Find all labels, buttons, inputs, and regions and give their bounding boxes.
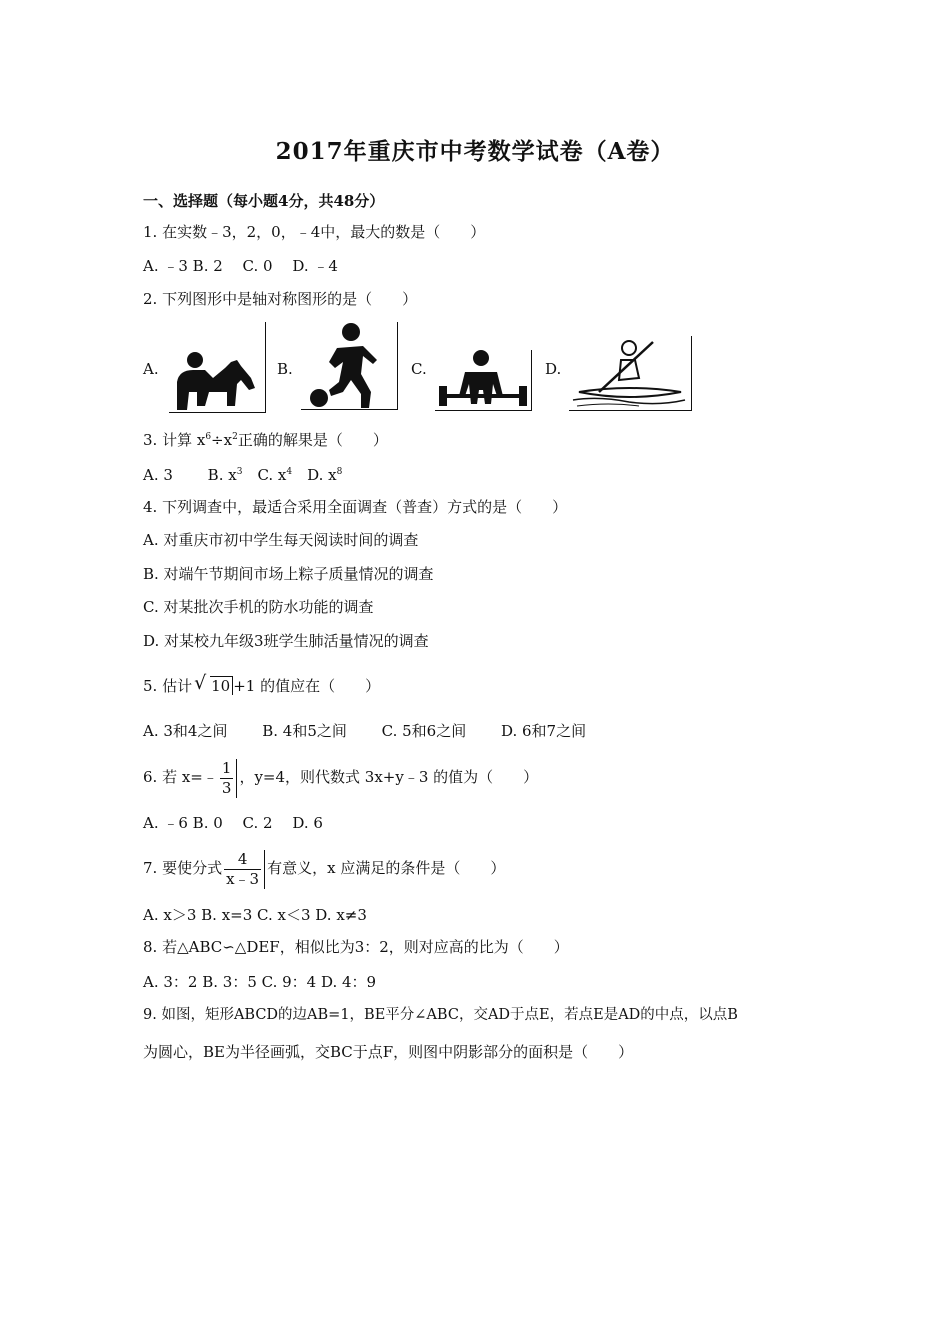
figure-c-label: C. [411, 360, 427, 378]
radicand: 10 [210, 676, 233, 695]
fraction [224, 850, 265, 889]
question-7-stem [143, 848, 505, 889]
question-1-stem: 1. 在实数﹣3，2，0，﹣4中，最大的数是（ ） [143, 223, 486, 241]
exponent: 6 [205, 432, 212, 442]
question-4-option-c: C. 对某批次手机的防水功能的调查 [143, 598, 374, 616]
question-4-option-b: B. 对端午节期间市场上粽子质量情况的调查 [143, 565, 434, 583]
exponent: 4 [286, 467, 293, 477]
question-3-stem [143, 430, 388, 450]
question-6-options: A. ﹣6 B. 0 C. 2 D. 6 [143, 814, 323, 832]
horse-rider-icon [169, 322, 266, 413]
figure-a-label: A. [143, 360, 159, 378]
option-a-b: A. 3 B. x [143, 466, 237, 484]
question-5-options: A. 3和4之间 B. 4和5之间 C. 5和6之间 D. 6和7之间 [143, 722, 587, 740]
question-3-stem-pre: 3. 计算 x [143, 431, 206, 449]
question-9-line-2: 为圆心，BE为半径画弧，交BC于点F，则图中阴影部分的面积是（ ） [143, 1043, 634, 1061]
question-7-stem-post: 有意义，x 应满足的条件是（ ） [267, 859, 506, 877]
question-1-options: A. ﹣3 B. 2 C. 0 D. ﹣4 [143, 257, 338, 275]
page-title: 2017年重庆市中考数学试卷（A卷） [275, 138, 675, 165]
question-3-options [143, 465, 342, 485]
kayaker-icon [569, 336, 692, 411]
question-3-stem-post: 正确的解果是（ ） [237, 431, 388, 449]
question-9-line-1: 9. 如图，矩形ABCD的边AB=1，BE平分∠ABC，交AD于点E，若点E是AD的中点，以点B [143, 1007, 738, 1023]
question-3-division: ÷x [211, 431, 233, 449]
question-4-stem: 4. 下列调查中，最适合采用全面调查（普查）方式的是（ ） [143, 498, 568, 516]
question-5-stem-post: +1 的值应在（ ） [233, 677, 381, 695]
question-8-stem: 8. 若△ABC∽△DEF，相似比为3：2，则对应高的比为（ ） [143, 938, 569, 956]
figure-b-label: B. [277, 360, 293, 378]
fraction [220, 759, 238, 798]
exponent: 3 [236, 467, 243, 477]
square-root [194, 672, 233, 696]
question-4-option-a: A. 对重庆市初中学生每天阅读时间的调查 [143, 531, 419, 549]
denominator: x﹣3 [226, 869, 260, 888]
question-7-stem-pre: 7. 要使分式 [143, 859, 223, 877]
section-heading: 一、选择题（每小题4分，共48分） [143, 192, 385, 210]
option-c: C. x [242, 466, 287, 484]
weightlifter-icon [435, 350, 532, 411]
exponent: 8 [336, 467, 343, 477]
numerator: 1 [221, 758, 232, 777]
question-2-stem: 2. 下列图形中是轴对称图形的是（ ） [143, 290, 418, 308]
question-7-options: A. x＞3 B. x=3 C. x＜3 D. x≠3 [143, 906, 367, 924]
radical-sign: √ [194, 672, 207, 694]
option-d: D. x [292, 466, 337, 484]
question-2-figures [143, 322, 703, 414]
question-6-stem-pre: 6. 若 x=﹣ [143, 768, 218, 786]
soccer-player-icon [301, 322, 398, 410]
question-5-stem-pre: 5. 估计 [143, 677, 193, 695]
denominator: 3 [221, 778, 232, 797]
question-5-stem [143, 672, 381, 696]
numerator: 4 [224, 850, 261, 870]
exponent: 2 [232, 432, 238, 442]
question-6-stem-post: ，y=4，则代数式 3x+y﹣3 的值为（ ） [239, 768, 539, 786]
question-4-option-d: D. 对某校九年级3班学生肺活量情况的调查 [143, 632, 429, 650]
question-8-options: A. 3：2 B. 3：5 C. 9：4 D. 4：9 [143, 973, 377, 991]
figure-d-label: D. [545, 360, 562, 378]
question-6-stem [143, 757, 538, 798]
